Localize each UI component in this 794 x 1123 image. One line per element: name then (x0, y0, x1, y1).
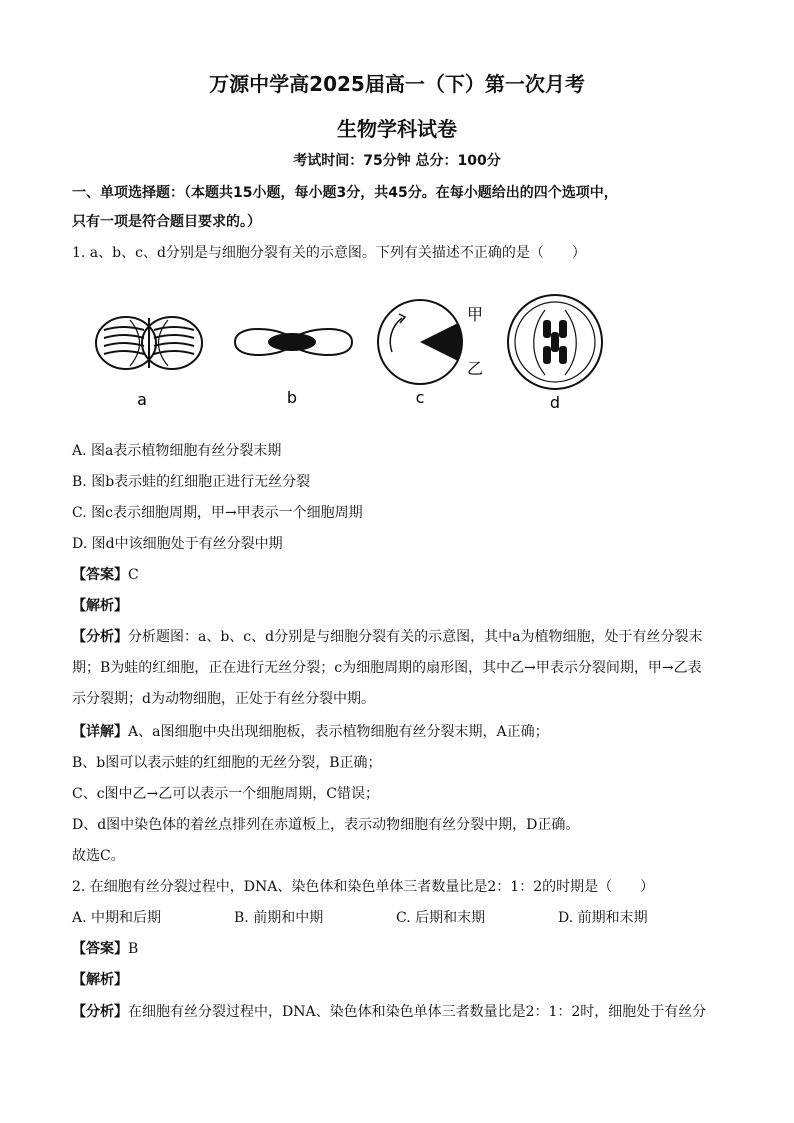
figure-label-b: b (286, 388, 298, 407)
q1-analysis-line3: 示分裂期；d为动物细胞，正处于有丝分裂中期。 (72, 691, 375, 707)
figure-b-frog-rbc (235, 329, 352, 355)
section-heading-line1: 一、单项选择题：（本题共15小题，每小题3分，共45分。在每小题给出的四个选项中， (72, 185, 618, 201)
q1-stem: 1. a、b、c、d分别是与细胞分裂有关的示意图。下列有关描述不正确的是（ ） (72, 245, 586, 261)
exam-info: 考试时间：75分钟 总分：100分 (293, 153, 501, 169)
exam-title: 万源中学高2025届高一（下）第一次月考 (209, 72, 585, 96)
figure-label-d: d (549, 393, 561, 412)
cell-division-figure (90, 290, 630, 420)
analysis-text: 分析题图：a、b、c、d分别是与细胞分裂有关的示意图，其中a为植物细胞，处于有丝分裂末 (128, 629, 703, 645)
section-heading-line2: 只有一项是符合题目要求的。） (72, 214, 261, 230)
q2-option-a: A. 中期和后期 (72, 910, 162, 926)
figure-c-cell-cycle (378, 300, 483, 384)
figure-a-plant-cell (96, 317, 202, 369)
analysis-tag: 【分析】 (72, 629, 128, 645)
q2-option-c: C. 后期和末期 (396, 910, 486, 926)
q2-option-d: D. 前期和末期 (558, 910, 648, 926)
figure-label-c: c (415, 388, 425, 407)
detail-text: A、a图细胞中央出现细胞板，表示植物细胞有丝分裂末期，A正确； (128, 724, 549, 740)
q2-options (72, 908, 722, 928)
label-jia: 甲 (467, 305, 484, 324)
q1-option-d: D. 图d中该细胞处于有丝分裂中期 (72, 536, 283, 552)
answer-value: C (128, 567, 139, 583)
q1-option-c: C. 图c表示细胞周期，甲→甲表示一个细胞周期 (72, 505, 363, 521)
q2-analysis-line1 (72, 1002, 722, 1022)
q2-option-b: B. 前期和中期 (234, 910, 324, 926)
q2-jiexi-tag: 【解析】 (72, 972, 128, 988)
analysis-tag: 【分析】 (72, 1004, 128, 1020)
q1-detail-line4: D、d图中染色体的着丝点排列在赤道板上，表示动物细胞有丝分裂中期，D正确。 (72, 817, 580, 833)
q1-detail-line3: C、c图中乙→乙可以表示一个细胞周期，C错误； (72, 786, 379, 802)
q2-stem: 2. 在细胞有丝分裂过程中，DNA、染色体和染色单体三者数量比是2：1：2的时期是（ ） (72, 879, 655, 895)
q1-option-b: B. 图b表示蛙的红细胞正进行无丝分裂 (72, 474, 311, 490)
q2-answer (72, 939, 722, 959)
q1-detail-line2: B、b图可以表示蛙的红细胞的无丝分裂，B正确； (72, 755, 382, 771)
q1-analysis-line1 (72, 627, 722, 647)
q1-option-a: A. 图a表示植物细胞有丝分裂末期 (72, 443, 282, 459)
label-yi: 乙 (467, 359, 484, 378)
q1-answer (72, 565, 722, 585)
q1-analysis-line2: 期；B为蛙的红细胞，正在进行无丝分裂；c为细胞周期的扇形图，其中乙→甲表示分裂间期，甲→乙表 (72, 660, 702, 676)
answer-tag: 【答案】 (72, 567, 128, 583)
answer-value: B (128, 941, 139, 957)
exam-subtitle: 生物学科试卷 (337, 117, 457, 141)
q1-jiexi-tag: 【解析】 (72, 598, 128, 614)
answer-tag: 【答案】 (72, 941, 128, 957)
q1-detail-line1 (72, 722, 722, 742)
figure-d-animal-cell (508, 295, 602, 389)
analysis-text: 在细胞有丝分裂过程中，DNA、染色体和染色单体三者数量比是2：1：2时，细胞处于有丝分 (128, 1004, 707, 1020)
detail-tag: 【详解】 (72, 724, 128, 740)
q1-conclusion: 故选C。 (72, 848, 125, 864)
figure-label-a: a (137, 390, 147, 409)
